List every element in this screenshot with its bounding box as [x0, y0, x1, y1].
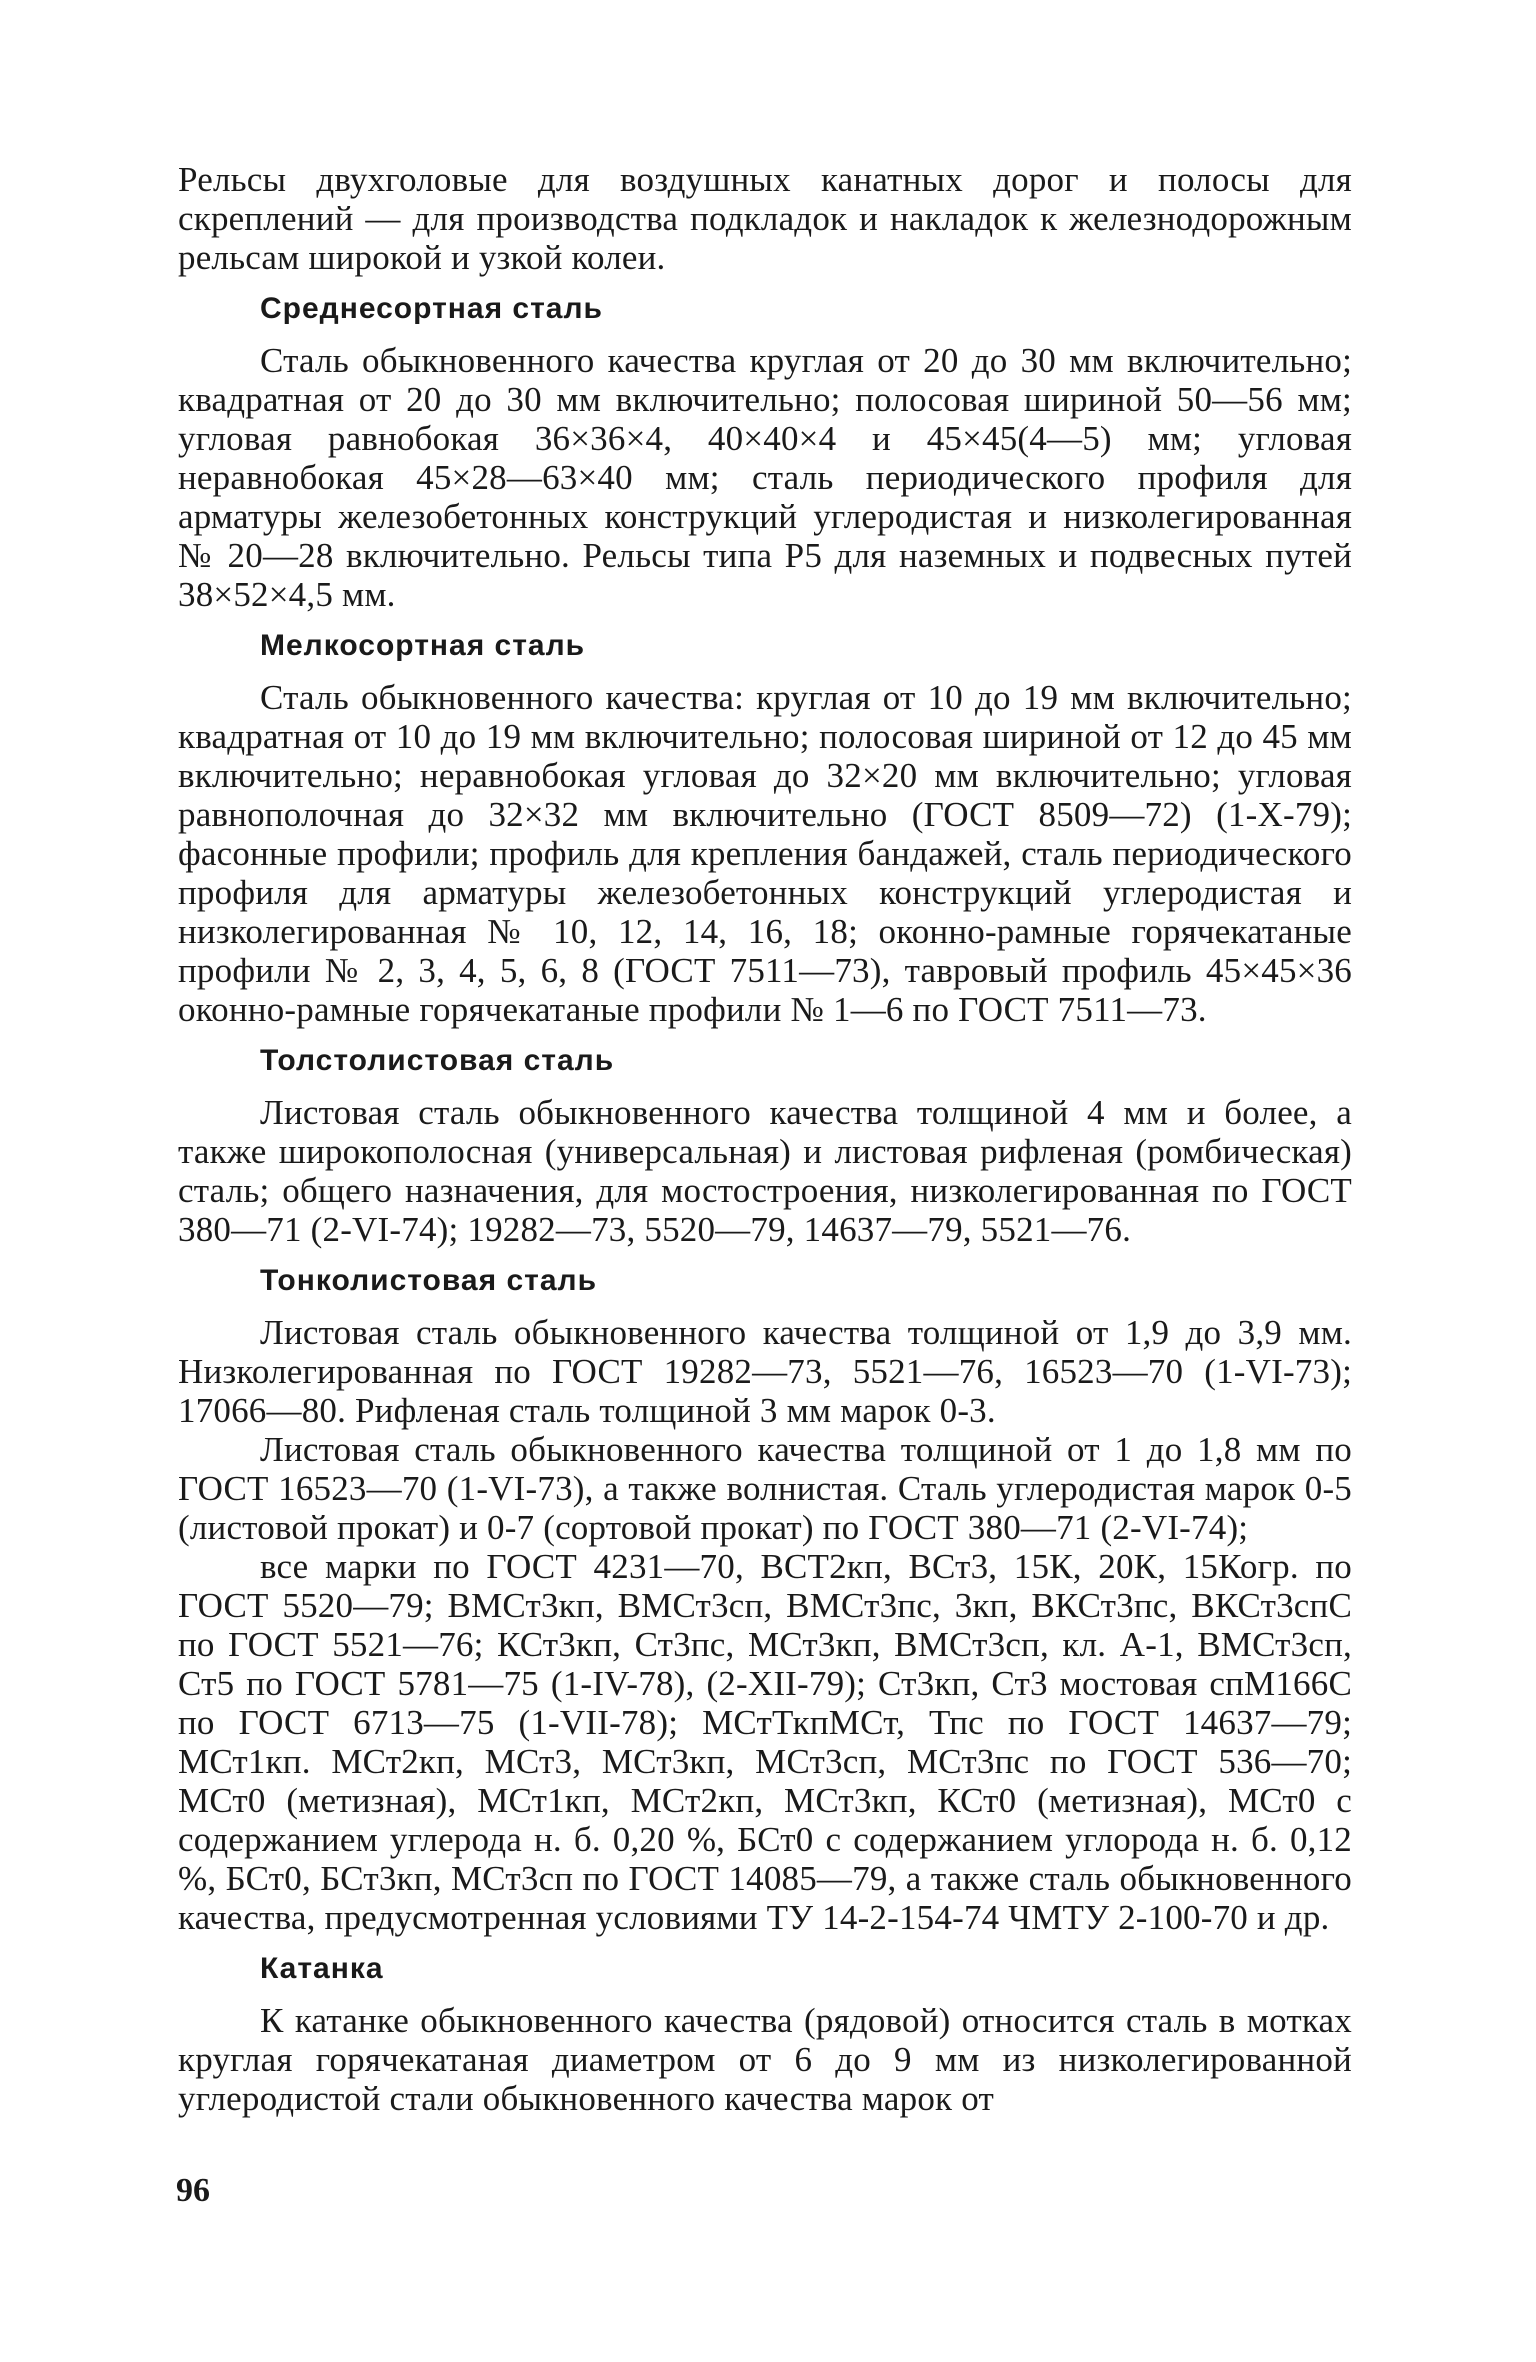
section-thin-sheet-steel [178, 1263, 1352, 1937]
section-heading: Мелкосортная сталь [260, 629, 586, 662]
section-paragraph: Листовая сталь обыкновенного качества толщиной от 1 до 1,8 мм по ГОСТ 16523—70 (1-VI-73), а также волнистая. Сталь углеродистая марок 0-5 (листовой прокат) и 0-7 (сортовой прокат) по ГОСТ 380—71 (2-VI-74); [178, 1430, 1352, 1547]
section-heading: Катанка [260, 1952, 384, 1985]
section-paragraph: все марки по ГОСТ 4231—70, ВСТ2кп, ВСт3, 15К, 20К, 15Когр. по ГОСТ 5520—79; ВМСт3кп, ВМСт3сп, ВМСт3пс, 3кп, ВКСт3пс, ВКСт3спС по ГОСТ 5521—76; КСт3кп, Ст3пс, МСт3кп, ВМСт3сп, кл. А-1, ВМСт3сп, Ст5 по ГОСТ 5781—75 (1-IV-78), (2-XII-79); Ст3кп, Ст3 мостовая спМ166С по ГОСТ 6713—75 (1-VII-78); МСтТкпМСт, Тпс по ГОСТ 14637—79; МСт1кп. МСт2кп, МСт3, МСт3кп, МСт3сп, МСт3пс по ГОСТ 536—70; МСт0 (метизная), МСт1кп, МСт2кп, МСт3кп, КСт0 (метизная), МСт0 с содержанием углерода н. б. 0,20 %, БСт0 с содержанием углорода н. б. 0,12 %, БСт0, БСт3кп, МСт3сп по ГОСТ 14085—79, а также сталь обыкновенного качества, предусмотренная условиями ТУ 14-2-154-74 ЧМТУ 2-100-70 и др. [178, 1547, 1352, 1937]
section-heading: Среднесортная сталь [260, 292, 603, 325]
section-heading: Тонколистовая сталь [260, 1264, 598, 1297]
section-paragraph: Сталь обыкновенного качества: круглая от 10 до 19 мм включительно; квадратная от 10 до 19 мм включительно; полосовая шириной от 12 до 45 мм включительно; неравнобокая угловая до 32×20 мм включительно; угловая равнополочная до 32×32 мм включительно (ГОСТ 8509—72) (1-Х-79); фасонные профили; профиль для крепления бандажей, сталь периодического профиля для арматуры железобетонных конструкций углеродистая и низколегированная № 10, 12, 14, 16, 18; оконно-рамные горячекатаные профили № 2, 3, 4, 5, 6, 8 (ГОСТ 7511—73), тавровый профиль 45×45×36 оконно-рамные горячекатаные профили № 1—6 по ГОСТ 7511—73. [178, 678, 1352, 1029]
page-number: 96 [176, 2172, 210, 2209]
section-paragraph: Листовая сталь обыкновенного качества толщиной 4 мм и более, а также широкополосная (универсальная) и листовая рифленая (ромбическая) сталь; общего назначения, для мостостроения, низколегированная по ГОСТ 380—71 (2-VI-74); 19282—73, 5520—79, 14637—79, 5521—76. [178, 1093, 1352, 1249]
section-paragraph: К катанке обыкновенного качества (рядовой) относится сталь в мотках круглая горячекатаная диаметром от 6 до 9 мм из низколегированной углеродистой стали обыкновенного качества марок от [178, 2001, 1352, 2118]
section-wire-rod [178, 1951, 1352, 2118]
text-column [178, 160, 1352, 2118]
section-small-section-steel [178, 628, 1352, 1029]
section-medium-section-steel [178, 291, 1352, 614]
section-paragraph: Листовая сталь обыкновенного качества толщиной от 1,9 до 3,9 мм. Низколегированная по ГОСТ 19282—73, 5521—76, 16523—70 (1-VI-73); 17066—80. Рифленая сталь толщиной 3 мм марок 0-3. [178, 1313, 1352, 1430]
intro-paragraph: Рельсы двухголовые для воздушных канатных дорог и полосы для скреплений — для производства подкладок и накладок к железнодорожным рельсам широкой и узкой колеи. [178, 160, 1352, 277]
section-heading: Толстолистовая сталь [260, 1044, 615, 1077]
section-paragraph: Сталь обыкновенного качества круглая от 20 до 30 мм включительно; квадратная от 20 до 30 мм включительно; полосовая шириной 50—56 мм; угловая равнобокая 36×36×4, 40×40×4 и 45×45(4—5) мм; угловая неравнобокая 45×28—63×40 мм; сталь периодического профиля для арматуры железобетонных конструкций углеродистая и низколегированная № 20—28 включительно. Рельсы типа Р5 для наземных и подвесных путей 38×52×4,5 мм. [178, 341, 1352, 614]
section-thick-sheet-steel [178, 1043, 1352, 1249]
